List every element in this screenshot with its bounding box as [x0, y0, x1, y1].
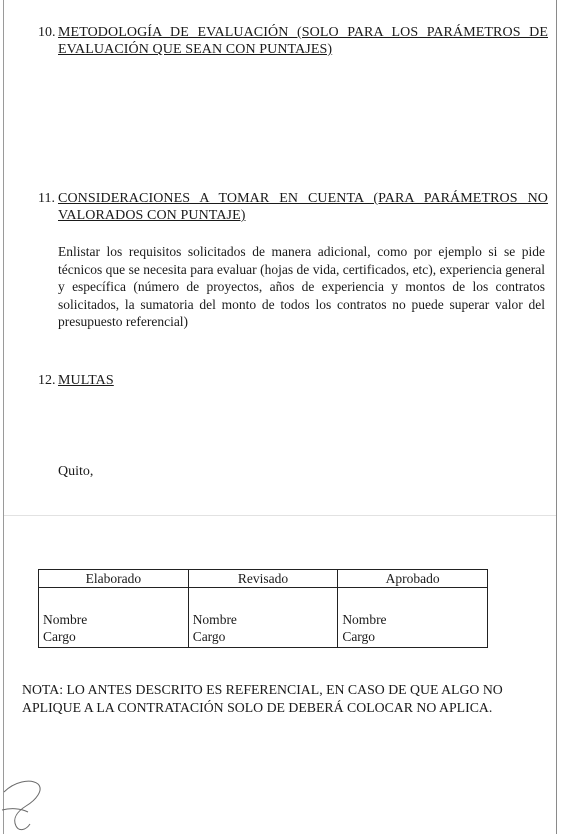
header-revisado: Revisado	[188, 570, 338, 588]
section-number: 11.	[38, 191, 55, 206]
role-label: Cargo	[342, 629, 376, 644]
header-aprobado: Aprobado	[338, 570, 488, 588]
section-11-body: Enlistar los requisitos solicitados de manera adicional, como por ejemplo si se pide técnicos que se necesita para evaluar (hojas de vida, certificados, etc), experiencia general y específica (número de proyectos, años de experiencia y montos de los contratos solicitados, la sumatoria del monto de todos los contratos no puede superar valor del presupuesto referencial)	[58, 244, 545, 329]
section-11-heading	[38, 190, 548, 224]
fold-line	[4, 515, 556, 516]
section-10	[38, 24, 548, 58]
name-label: Nombre	[342, 612, 387, 627]
section-11	[38, 190, 548, 224]
page-left-edge	[3, 0, 4, 834]
section-10-heading	[38, 24, 548, 58]
signature-table-header-row	[39, 570, 488, 588]
handwritten-mark	[0, 770, 60, 834]
signature-cell-aprobado	[338, 588, 488, 648]
name-label: Nombre	[43, 612, 88, 627]
signature-table	[38, 569, 488, 648]
section-title: CONSIDERACIONES A TOMAR EN CUENTA (PARA PARÁMETROS NO VALORADOS CON PUNTAJE)	[58, 191, 548, 223]
header-elaborado: Elaborado	[39, 570, 189, 588]
signature-cell-revisado	[188, 588, 338, 648]
note-text: NOTA: LO ANTES DESCRITO ES REFERENCIAL, EN CASO DE QUE ALGO NO APLIQUE A LA CONTRATACIÓN SOLO DE DEBERÁ COLOCAR NO APLICA.	[22, 682, 503, 715]
place-label: Quito,	[58, 464, 94, 479]
section-title: MULTAS	[58, 373, 114, 388]
section-title: METODOLOGÍA DE EVALUACIÓN (SOLO PARA LOS PARÁMETROS DE EVALUACIÓN QUE SEAN CON PUNTAJES)	[58, 25, 548, 57]
section-number: 12.	[38, 373, 56, 388]
page-right-edge	[556, 0, 557, 834]
role-label: Cargo	[192, 629, 226, 644]
signature-table-row	[39, 588, 488, 648]
role-label: Cargo	[43, 629, 76, 644]
name-label: Nombre	[192, 612, 237, 627]
section-12	[38, 372, 548, 389]
signature-cell-elaborado	[39, 588, 189, 648]
section-12-heading	[38, 372, 548, 389]
section-number: 10.	[38, 25, 56, 40]
